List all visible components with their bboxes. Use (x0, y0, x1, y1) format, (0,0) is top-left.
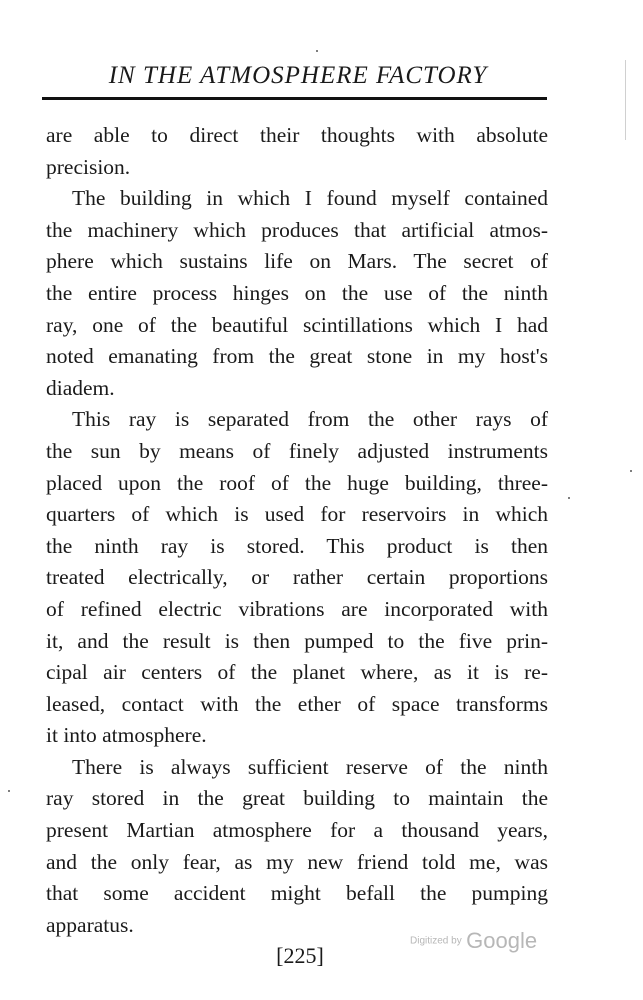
text-line: quarters of which is used for reservoirs in which (46, 502, 548, 527)
running-head: IN THE ATMOSPHERE FACTORY (108, 62, 488, 89)
text-line: that some accident might befall the pumping (46, 881, 548, 906)
text-line: cipal air centers of the planet where, as it is re- (46, 660, 548, 685)
digitized-watermark (410, 928, 537, 954)
text-line: the entire process hinges on the use of the ninth (46, 280, 548, 305)
text-line: the machinery which produces that artificial atmos- (46, 217, 548, 242)
text-line: the sun by means of finely adjusted instruments (46, 438, 548, 463)
text-line: ray, one of the beautiful scintillations which I had (46, 312, 548, 337)
text-line: and the only fear, as my new friend told me, was (46, 849, 548, 874)
watermark-prefix: Digitized by (410, 935, 462, 947)
text-line: of refined electric vibrations are incorporated with (46, 596, 548, 621)
google-logo: Google (466, 928, 538, 953)
text-line: it, and the result is then pumped to the five prin- (46, 628, 548, 653)
text-line: There is always sufficient reserve of the ninth (72, 754, 548, 779)
text-line: placed upon the roof of the huge building, three- (46, 470, 548, 495)
page-edge-mark (625, 60, 626, 140)
text-line: precision. (46, 154, 131, 179)
header-rule (42, 97, 547, 100)
text-line: phere which sustains life on Mars. The secret of (46, 249, 548, 274)
page-number: [225] (276, 943, 324, 968)
text-line: diadem. (46, 375, 115, 400)
scan-speck (630, 470, 632, 472)
text-line: treated electrically, or rather certain proportions (46, 565, 548, 590)
text-line: it into atmosphere. (46, 723, 207, 748)
text-line: apparatus. (46, 912, 134, 937)
text-line: leased, contact with the ether of space transforms (46, 691, 548, 716)
text-line: This ray is separated from the other rays of (72, 407, 548, 432)
body-text (46, 120, 548, 941)
scan-speck (568, 497, 570, 499)
text-line: are able to direct their thoughts with absolute (46, 123, 548, 147)
scan-speck (8, 790, 10, 792)
text-line: the ninth ray is stored. This product is then (46, 533, 548, 558)
text-line: noted emanating from the great stone in my host's (46, 344, 548, 369)
text-line: The building in which I found myself contained (72, 186, 548, 211)
scan-speck (316, 50, 318, 52)
text-line: present Martian atmosphere for a thousand years, (46, 818, 548, 843)
text-line: ray stored in the great building to maintain the (46, 786, 548, 811)
